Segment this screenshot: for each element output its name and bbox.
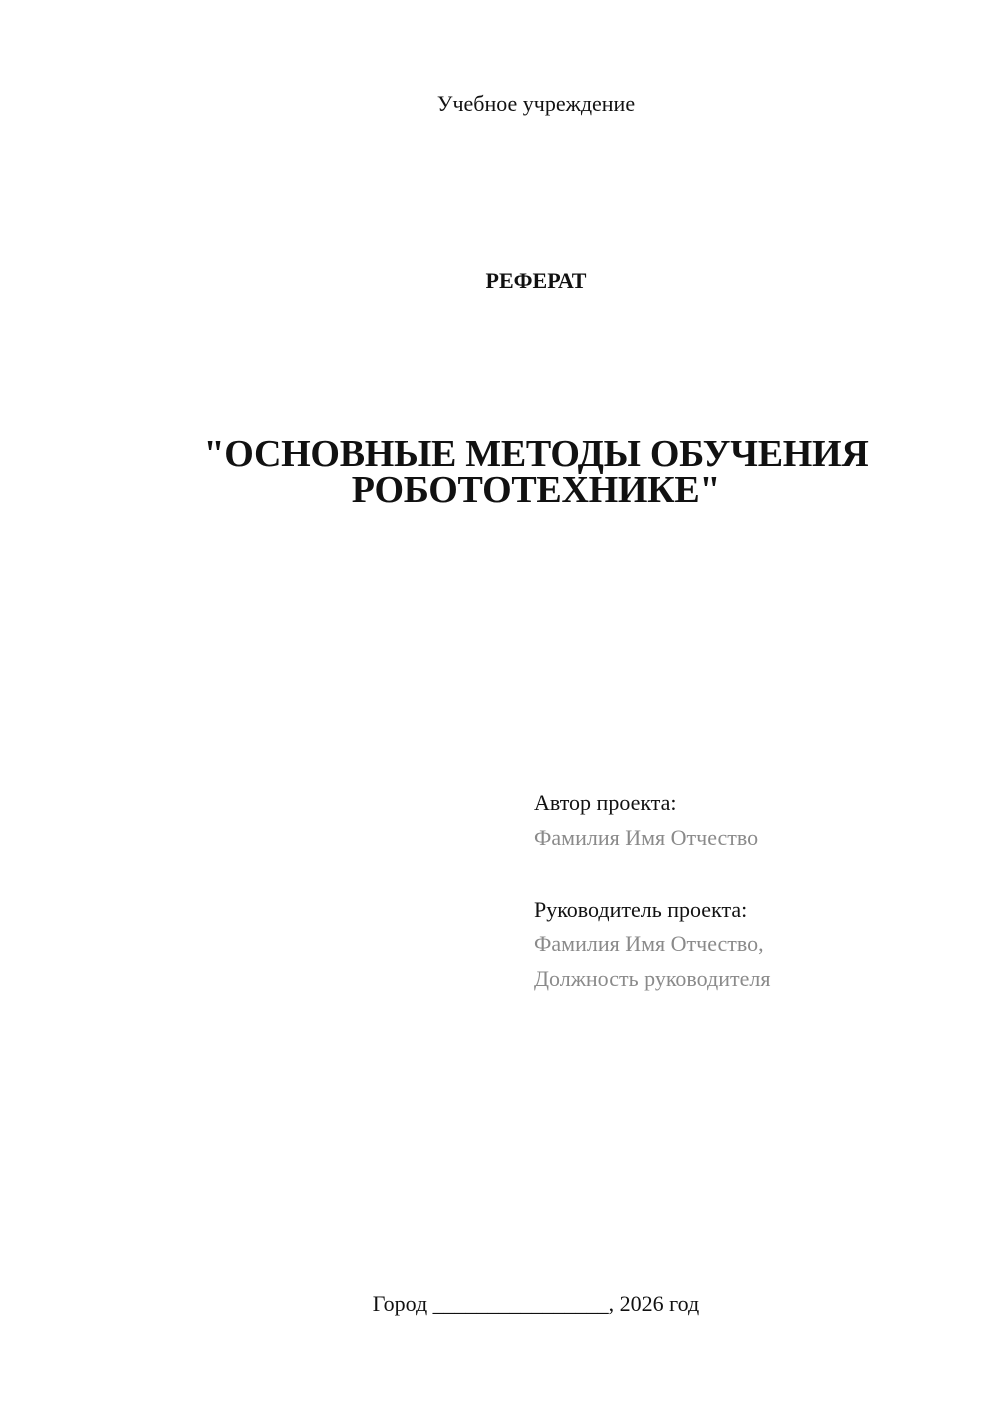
title-line-2: РОБОТОТЕХНИКЕ" <box>351 469 721 511</box>
city-label: Город <box>372 1291 428 1316</box>
year: , 2026 год <box>608 1291 700 1316</box>
author-name: Фамилия Имя Отчество <box>534 825 759 850</box>
supervisor-label: Руководитель проекта: <box>534 897 748 922</box>
footer-city-year <box>0 1291 1000 1317</box>
supervisor-name: Фамилия Имя Отчество, <box>534 931 764 956</box>
institution-name: Учебное учреждение <box>436 91 636 116</box>
title-line-1: "ОСНОВНЫЕ МЕТОДЫ ОБУЧЕНИЯ <box>203 433 869 475</box>
document-type: РЕФЕРАТ <box>485 268 587 293</box>
city-blank: ________________ <box>432 1291 609 1316</box>
author-label: Автор проекта: <box>534 790 677 815</box>
supervisor-position: Должность руководителя <box>534 966 771 991</box>
document-title <box>180 433 892 511</box>
